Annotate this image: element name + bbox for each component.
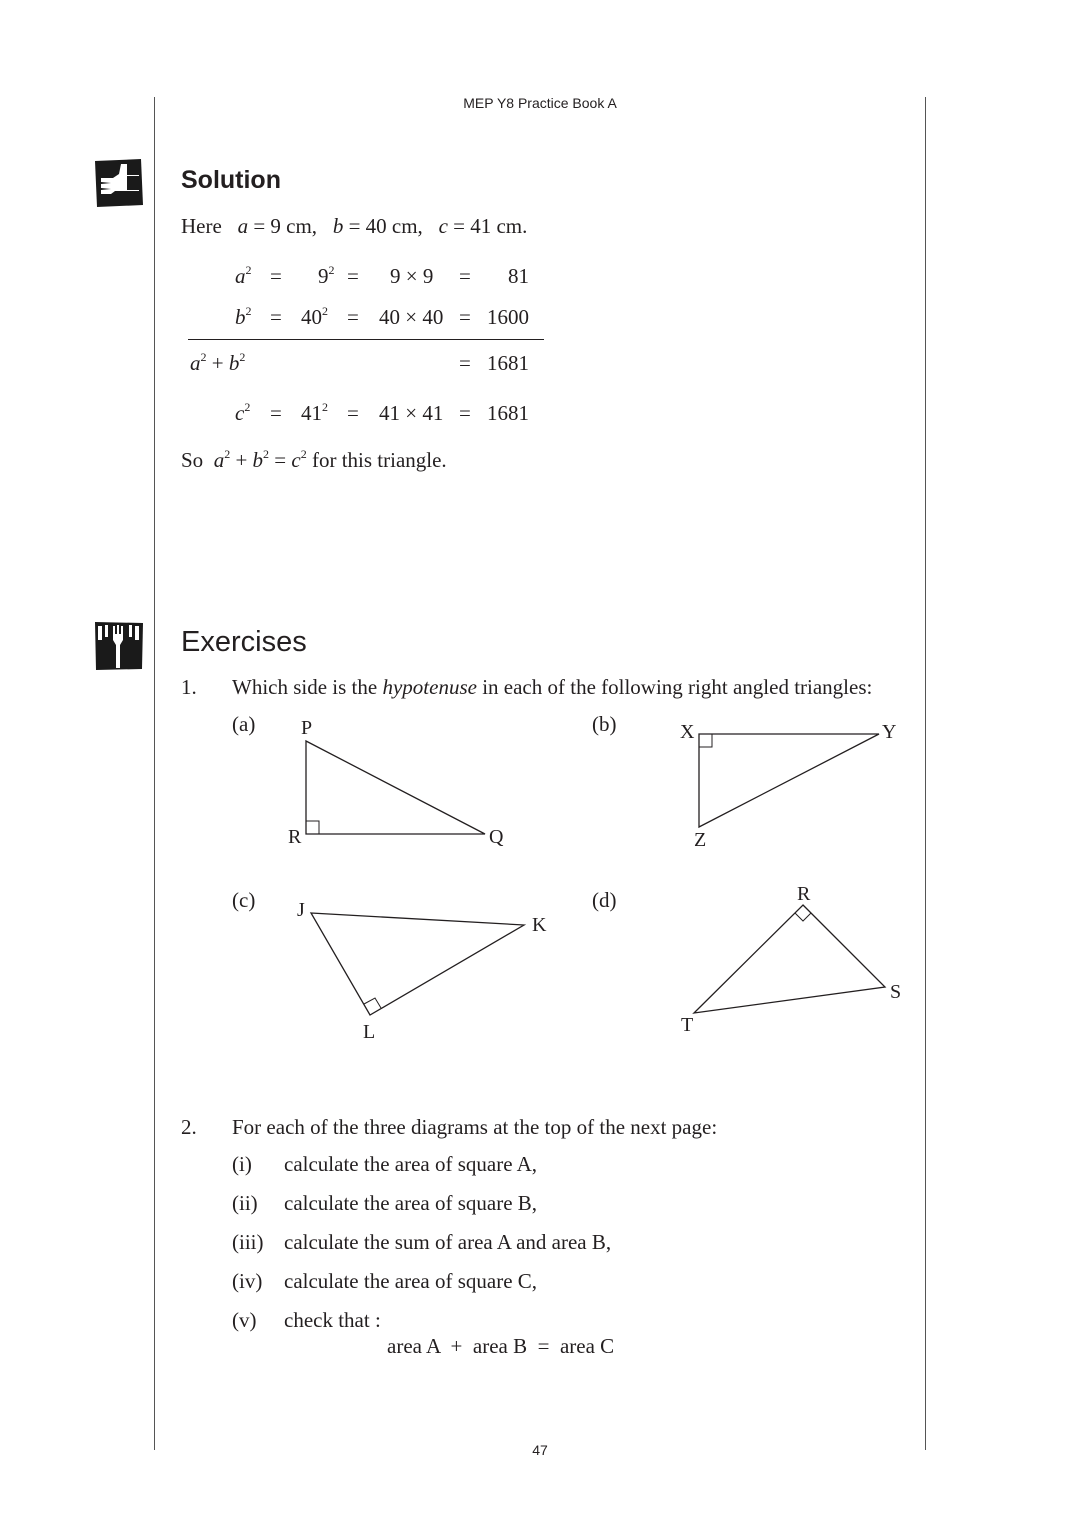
q2-check-equation: area A + area B = area C [387,1334,615,1358]
vertex-l: L [363,1021,376,1043]
part-a-label: (a) [232,712,256,736]
hands-raised-icon [93,620,145,677]
exercises-heading: Exercises [181,626,307,658]
vertex-x: X [680,721,695,743]
part-d-label: (d) [592,888,617,912]
solution-intro: Here a = 9 cm, b = 40 cm, c = 41 cm. [181,214,528,238]
vertex-y: Y [882,721,897,743]
vertex-s: S [890,981,902,1003]
q2-number: 2. [181,1115,197,1139]
vertex-q: Q [489,826,504,848]
solution-heading: Solution [181,166,281,194]
triangle-jkl [280,890,560,1050]
q1-text: Which side is the hypotenuse in each of the following right angled triangles: [232,675,873,699]
vertex-z: Z [694,829,707,851]
triangle-xyz [670,710,920,860]
vertex-j: J [297,899,305,921]
vertex-t: T [681,1014,694,1036]
triangle-pqr [270,710,530,860]
triangle-rst [680,880,920,1040]
vertex-k: K [532,914,547,936]
page-number: 47 [532,1442,548,1458]
page-header: MEP Y8 Practice Book A [463,95,617,111]
part-b-label: (b) [592,712,617,736]
vertex-r: R [797,883,811,905]
part-c-label: (c) [232,888,256,912]
q1-number: 1. [181,675,197,699]
sum-rule [188,339,544,340]
q2-text: For each of the three diagrams at the top of the next page: [232,1115,718,1139]
left-margin-line [154,97,155,1450]
thumbs-up-icon [93,158,145,213]
right-margin-line [925,97,926,1450]
solution-conclusion: So $a^2 + b^2 = c^2$ for this triangle. [181,447,447,472]
vertex-r: R [288,826,302,848]
vertex-p: P [301,717,313,739]
